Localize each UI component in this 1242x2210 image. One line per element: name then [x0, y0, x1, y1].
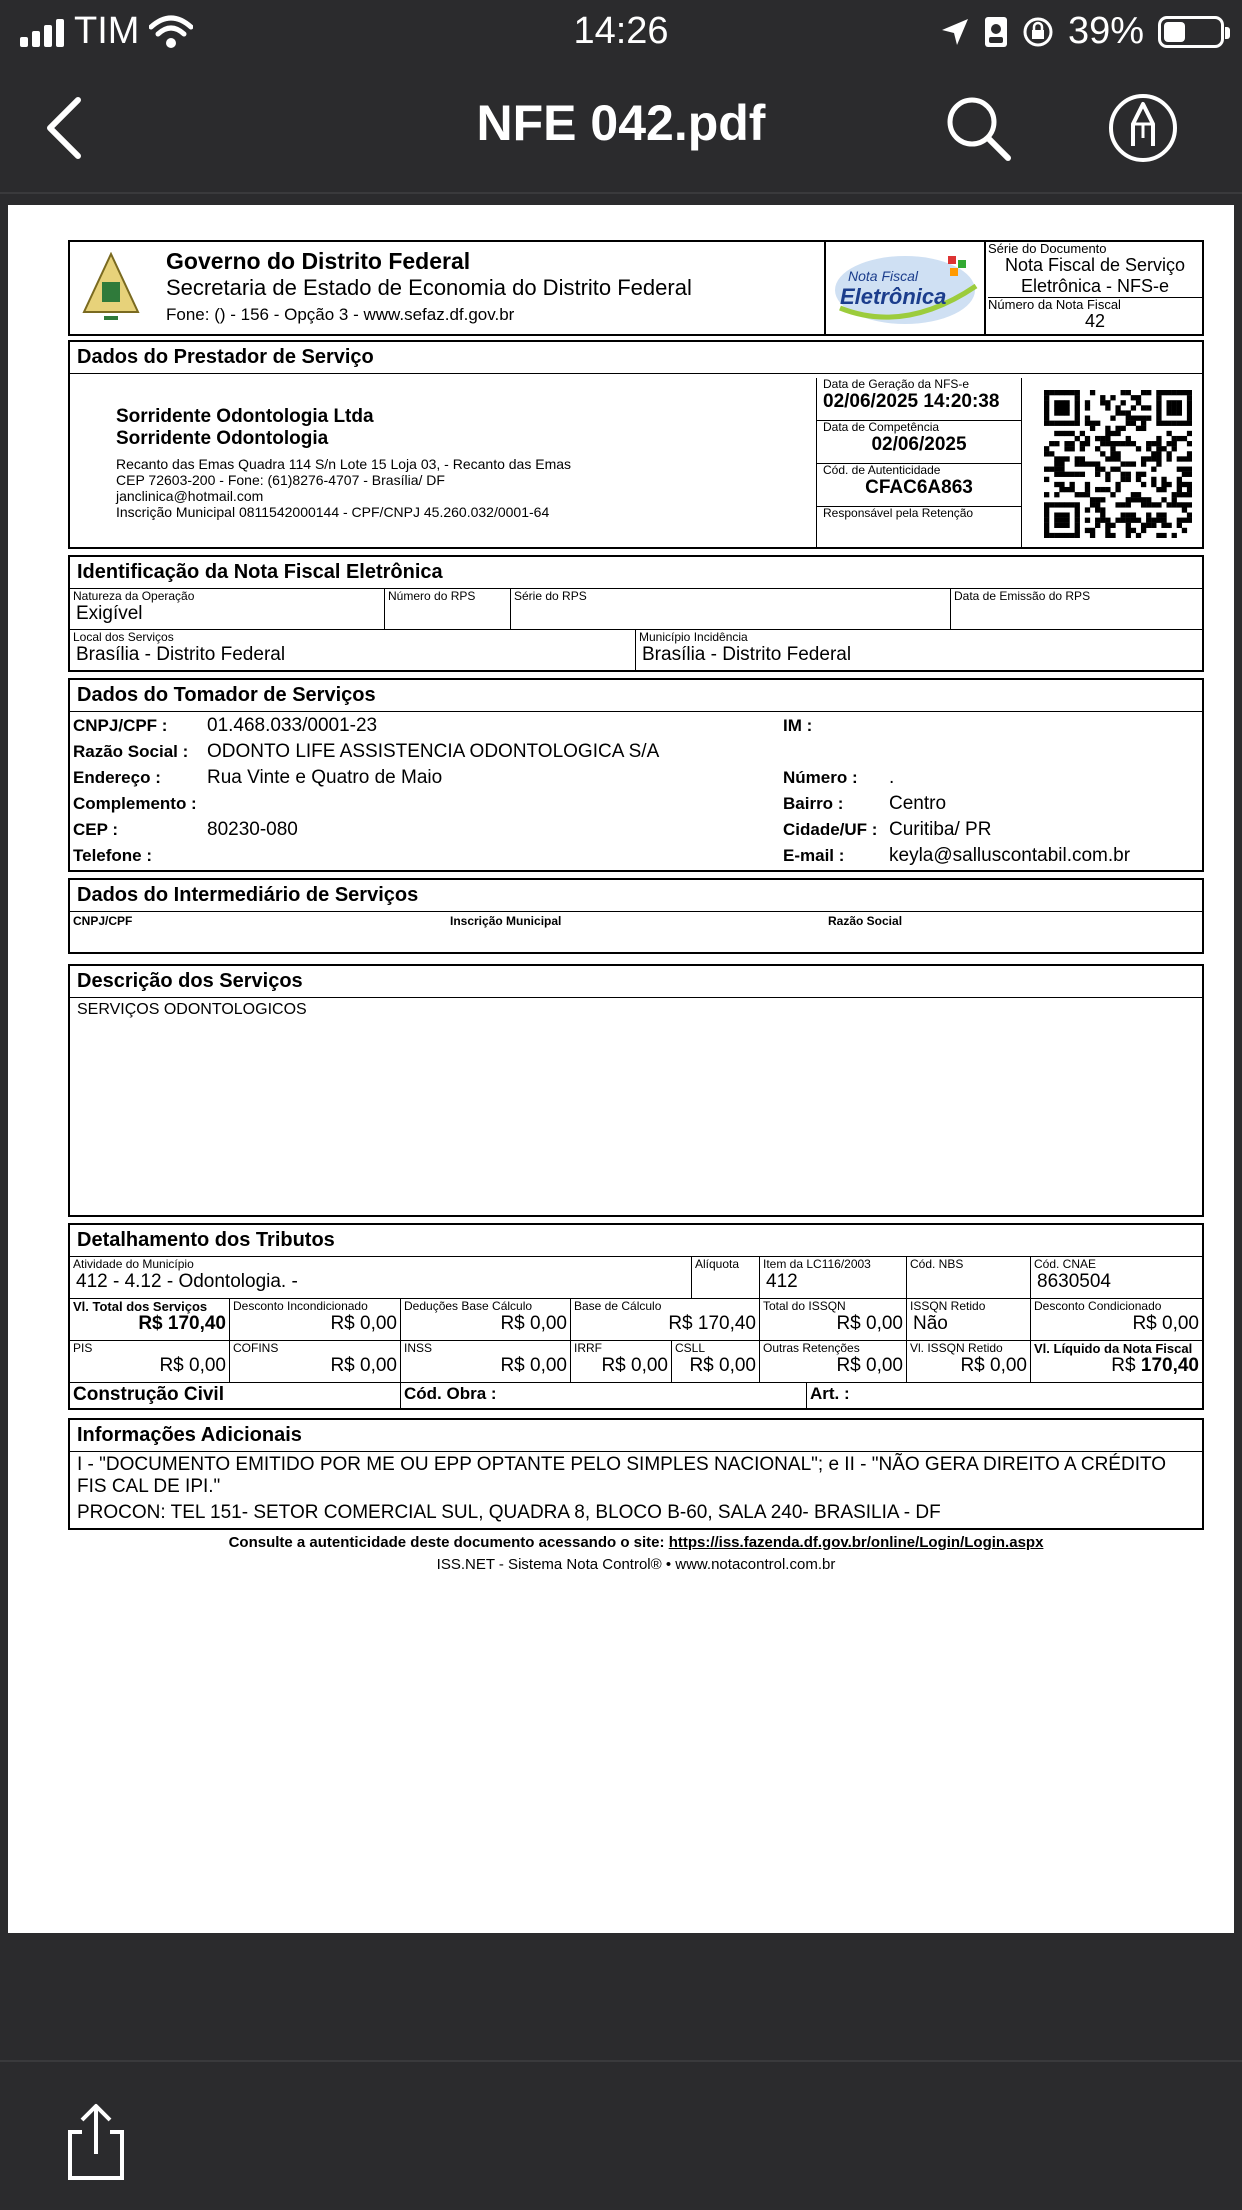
tomador-endereco: Rua Vinte e Quatro de Maio: [207, 767, 443, 788]
prestador-email: janclinica@hotmail.com: [116, 488, 264, 504]
tomador-cep: 80230-080: [207, 819, 298, 840]
cnae-label: Cód. CNAE: [1034, 1257, 1097, 1271]
battery-fill: [1164, 22, 1185, 42]
tomador-telefone-key: Telefone :: [73, 846, 153, 865]
gov-phone: Fone: () - 156 - Opção 3 - www.sefaz.df.gov.br: [166, 305, 515, 324]
gov-subtitle: Secretaria de Estado de Economia do Distrito Federal: [166, 275, 692, 300]
markup-button[interactable]: [1105, 90, 1181, 166]
aliquota-label: Alíquota: [695, 1257, 740, 1271]
prestador-inscricao: Inscrição Municipal 0811542000144 - CPF/CNPJ 45.260.032/0001-64: [116, 504, 550, 520]
total-issqn-label: Total do ISSQN: [763, 1299, 846, 1313]
search-icon: [940, 90, 1016, 166]
nfe-logo: [830, 246, 980, 330]
location-icon: [940, 17, 970, 47]
tomador-complemento-key: Complemento :: [73, 794, 197, 813]
issqn-retido-label: ISSQN Retido: [910, 1299, 986, 1313]
vl-liquido-value: 170,40: [1140, 1355, 1199, 1376]
nbs-label: Cód. NBS: [910, 1257, 964, 1271]
nfe-logo-line1: Nota Fiscal: [848, 268, 919, 284]
tomador-numero: .: [889, 767, 895, 788]
tomador-numero-key: Número :: [783, 768, 858, 787]
tomador-fields: [70, 712, 1202, 870]
emissao-rps-label: Data de Emissão do RPS: [954, 589, 1091, 603]
prestador-addr2: CEP 72603-200 - Fone: (61)8276-4707 - Brasília/ DF: [116, 472, 445, 488]
nav-bar: [0, 62, 1242, 194]
base-calculo-label: Base de Cálculo: [574, 1299, 662, 1313]
badge-icon: [984, 16, 1008, 48]
serie-label: Série do Documento: [988, 241, 1107, 256]
identificacao-section: [68, 555, 1204, 672]
info-line1: I - "DOCUMENTO EMITIDO POR ME OU EPP OPTANTE PELO SIMPLES NACIONAL"; e II - "NÃO GERA DIREITO A CRÉDITO FIS CAL DE IPI.": [77, 1454, 1167, 1497]
csll-value: R$ 0,00: [689, 1355, 756, 1376]
status-bar: [0, 0, 1242, 62]
tomador-telefone: [207, 843, 783, 869]
prestador-addr1: Recanto das Emas Quadra 114 S/n Lote 15 Loja 03, - Recanto das Emas: [116, 456, 572, 472]
prestador-name2: Sorridente Odontologia: [116, 428, 329, 449]
prestador-section: [68, 340, 1204, 549]
inss-label: INSS: [404, 1341, 433, 1355]
descricao-section: [68, 964, 1204, 1217]
intermediario-razao-label: Razão Social: [828, 914, 903, 928]
info-line2: PROCON: TEL 151- SETOR COMERCIAL SUL, QUADRA 8, BLOCO B-60, SALA 240- BRASILIA - DF: [77, 1502, 941, 1523]
rotation-lock-icon: [1022, 16, 1054, 48]
tomador-razao-key: Razão Social :: [73, 742, 189, 761]
descricao-title: Descrição dos Serviços: [70, 966, 1202, 998]
prestador-name1: Sorridente Odontologia Ltda: [116, 406, 374, 427]
share-button[interactable]: [60, 2102, 132, 2182]
prestador-title: Dados do Prestador de Serviço: [70, 342, 1202, 374]
tomador-cidade-key: Cidade/UF :: [783, 820, 878, 839]
serie-value2: Eletrônica - NFS-e: [988, 276, 1202, 298]
competencia-label: Data de Competência: [823, 420, 940, 434]
tomador-im: [889, 713, 1199, 739]
battery-percent: 39%: [1067, 10, 1144, 52]
irrf-label: IRRF: [574, 1341, 602, 1355]
cofins-value: R$ 0,00: [330, 1355, 397, 1376]
autent-value: CFAC6A863: [865, 477, 973, 498]
tomador-cidade: Curitiba/ PR: [889, 819, 992, 840]
info-title: Informações Adicionais: [70, 1420, 1202, 1452]
tributos-row-2: [70, 1299, 1202, 1341]
tomador-endereco-key: Endereço :: [73, 768, 161, 787]
natureza-label: Natureza da Operação: [73, 589, 195, 603]
battery-icon: [1158, 16, 1224, 48]
identificacao-title: Identificação da Nota Fiscal Eletrônica: [70, 557, 1202, 589]
outras-retencoes-value: R$ 0,00: [836, 1355, 903, 1376]
item-label: Item da LC116/2003: [763, 1257, 871, 1271]
tomador-title: Dados do Tomador de Serviços: [70, 680, 1202, 712]
vl-issqn-retido-value: R$ 0,00: [960, 1355, 1027, 1376]
total-issqn-value: R$ 0,00: [836, 1313, 903, 1334]
cod-obra: Cód. Obra :: [401, 1383, 807, 1408]
pdf-page[interactable]: [8, 205, 1234, 1933]
issqn-retido-value: Não: [913, 1313, 948, 1334]
construcao-row: [70, 1383, 1202, 1408]
cnae-value: 8630504: [1037, 1271, 1111, 1292]
vl-issqn-retido-label: Vl. ISSQN Retido: [910, 1341, 1003, 1355]
deducoes-value: R$ 0,00: [500, 1313, 567, 1334]
serie-rps-label: Série do RPS: [514, 589, 587, 603]
municipio-label: Município Incidência: [639, 630, 748, 644]
construcao-civil: Construção Civil: [70, 1383, 401, 1408]
consulte-link[interactable]: https://iss.fazenda.df.gov.br/online/Login/Login.aspx: [668, 1534, 1044, 1551]
tomador-section: [68, 678, 1204, 872]
desc-incond-label: Desconto Incondicionado: [233, 1299, 368, 1313]
prestador-dates: [816, 378, 1022, 547]
desc-incond-value: R$ 0,00: [330, 1313, 397, 1334]
qr-code: [1044, 390, 1192, 538]
pis-value: R$ 0,00: [159, 1355, 226, 1376]
desc-cond-label: Desconto Condicionado: [1034, 1299, 1162, 1313]
status-time: 14:26: [573, 10, 669, 52]
intermediario-section: [68, 878, 1204, 954]
resp-label: Responsável pela Retenção: [823, 506, 974, 520]
nfse-document: [68, 240, 1204, 1573]
vl-liquido-label: Vl. Líquido da Nota Fiscal: [1034, 1341, 1193, 1356]
doc-header: [68, 240, 1204, 336]
carrier-name: TIM: [74, 10, 140, 52]
rps-label: Número do RPS: [388, 589, 476, 603]
tomador-cep-key: CEP :: [73, 820, 119, 839]
tomador-cnpj-key: CNPJ/CPF :: [73, 716, 168, 735]
competencia-value: 02/06/2025: [871, 434, 967, 455]
natureza-value: Exigível: [76, 603, 143, 624]
serie-box: [988, 242, 1202, 332]
local-label: Local dos Serviços: [73, 630, 174, 644]
deducoes-label: Deduções Base Cálculo: [404, 1299, 533, 1313]
geracao-value: 02/06/2025 14:20:38: [823, 391, 1000, 412]
tributos-row-3: [70, 1341, 1202, 1383]
intermediario-inscricao-label: Inscrição Municipal: [450, 914, 562, 928]
markup-pen-icon: [1105, 90, 1181, 166]
document-title: NFE 042.pdf: [476, 95, 766, 151]
intermediario-cnpj-label: CNPJ/CPF: [73, 914, 133, 928]
art: Art. :: [810, 1384, 850, 1403]
tomador-razao: ODONTO LIFE ASSISTENCIA ODONTOLOGICA S/A: [207, 741, 660, 762]
numero-value: 42: [1084, 311, 1106, 331]
tomador-email-key: E-mail :: [783, 846, 845, 865]
autent-label: Cód. de Autenticidade: [823, 463, 941, 477]
pis-label: PIS: [73, 1341, 93, 1355]
tomador-bairro: Centro: [889, 793, 947, 814]
atividade-label: Atividade do Município: [73, 1257, 194, 1271]
inss-value: R$ 0,00: [500, 1355, 567, 1376]
intermediario-title: Dados do Intermediário de Serviços: [70, 880, 1202, 912]
tomador-email: keyla@salluscontabil.com.br: [889, 845, 1131, 866]
descricao-text: SERVIÇOS ODONTOLOGICOS: [77, 1001, 307, 1018]
vl-total-value: R$ 170,40: [138, 1313, 226, 1334]
bottom-toolbar: [0, 2060, 1242, 2210]
search-button[interactable]: [940, 90, 1016, 166]
share-icon: [60, 2102, 132, 2182]
base-calculo-value: R$ 170,40: [668, 1313, 756, 1334]
tomador-bairro-key: Bairro :: [783, 794, 844, 813]
tributos-section: [68, 1223, 1204, 1410]
consulte-text: Consulte a autenticidade deste documento acessando o site:: [228, 1534, 669, 1551]
tomador-cnpj: 01.468.033/0001-23: [207, 715, 378, 736]
issnet-line: ISS.NET - Sistema Nota Control® • www.notacontrol.com.br: [436, 1556, 836, 1573]
consulte-line: [68, 1534, 1204, 1551]
municipio-value: Brasília - Distrito Federal: [642, 644, 852, 665]
cofins-label: COFINS: [233, 1341, 279, 1355]
info-section: [68, 1418, 1204, 1530]
vl-total-label: Vl. Total dos Serviços: [73, 1299, 208, 1314]
gov-title: Governo do Distrito Federal: [166, 248, 471, 274]
irrf-value: R$ 0,00: [601, 1355, 668, 1376]
numero-label: Número da Nota Fiscal: [988, 297, 1121, 312]
tomador-im-key: IM :: [783, 716, 813, 735]
df-coat-of-arms: [82, 252, 140, 326]
geracao-label: Data de Geração da NFS-e: [823, 377, 970, 391]
csll-label: CSLL: [675, 1341, 706, 1355]
desc-cond-value: R$ 0,00: [1132, 1313, 1199, 1334]
tributos-title: Detalhamento dos Tributos: [70, 1225, 1202, 1257]
vl-liquido-prefix: R$: [1111, 1355, 1141, 1376]
nfe-logo-line2: Eletrônica: [840, 284, 947, 309]
atividade-value: 412 - 4.12 - Odontologia. -: [76, 1271, 298, 1292]
outras-retencoes-label: Outras Retenções: [763, 1341, 860, 1355]
serie-value1: Nota Fiscal de Serviço: [1004, 255, 1186, 275]
local-value: Brasília - Distrito Federal: [76, 644, 286, 665]
item-value: 412: [766, 1271, 798, 1292]
tomador-complemento: [207, 791, 783, 817]
